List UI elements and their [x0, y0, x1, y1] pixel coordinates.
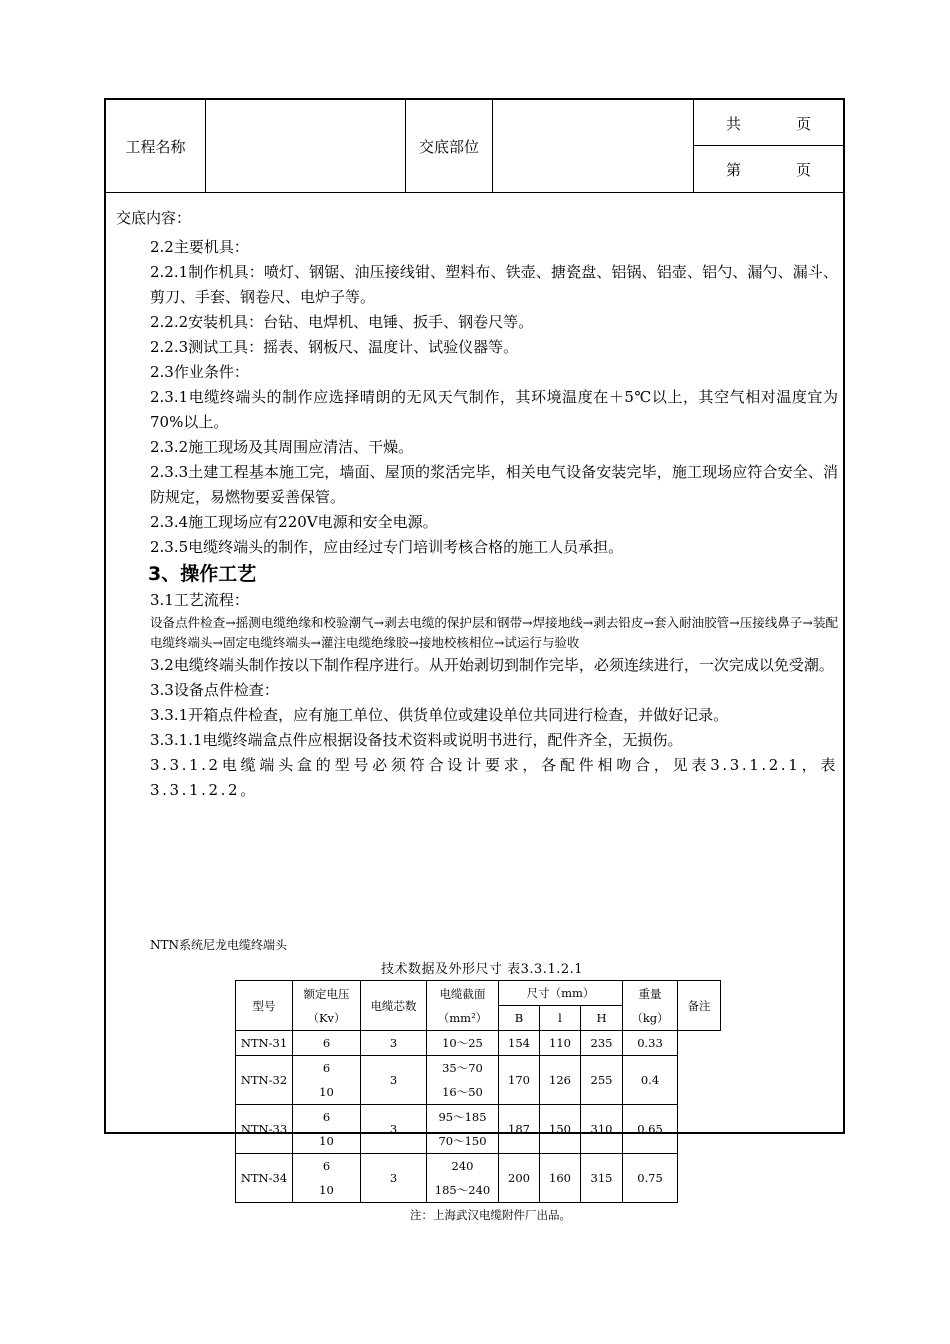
paragraph: 2.2.3测试工具：摇表、钢板尺、温度计、试验仪器等。 [150, 338, 519, 356]
project-name-value[interactable] [206, 100, 405, 192]
paragraph: 3.3设备点件检查： [150, 681, 279, 699]
total-pages-cell [694, 100, 843, 146]
paragraph: 3.3.1.1电缆终端盒点件应根据设备技术资料或说明书进行，配件齐全，无损伤。 [150, 731, 683, 749]
table-header-row [236, 981, 721, 1006]
paragraph: 3.1工艺流程： [150, 591, 249, 609]
page-number-prefix: 第 [725, 160, 741, 179]
table-caption-left: NTN系统尼龙电缆终端头 [150, 938, 288, 952]
header-remark: 备注 [678, 981, 721, 1031]
paragraph: 2.3.3土建工程基本施工完，墙面、屋顶的浆活完毕，相关电气设备安装完毕，施工现场应符合安全、消防规定，易燃物要妥善保管。 [150, 463, 838, 506]
header-model: 型号 [236, 981, 293, 1031]
paragraph: 2.3.5电缆终端头的制作，应由经过专门培训考核合格的施工人员承担。 [150, 538, 624, 556]
page-number-suffix: 页 [795, 160, 811, 179]
paragraph: 2.3.1电缆终端头的制作应选择晴朗的无风天气制作，其环境温度在＋5℃以上，其空气相对温度宜为70%以上。 [150, 388, 838, 431]
header-dim-l: l [540, 1006, 581, 1031]
table-row: NTN-34 6 10 3 240 185～240 200 160 315 0.75 [236, 1154, 721, 1203]
disclosure-part-label: 交底部位 [418, 137, 479, 156]
paragraph: 2.3.4施工现场应有220V电源和安全电源。 [150, 513, 438, 531]
section-heading: 3、操作工艺 [148, 563, 257, 585]
paragraph: 2.3作业条件： [150, 363, 249, 381]
total-pages-prefix: 共 [725, 114, 741, 133]
paragraph: 2.2主要机具： [150, 238, 249, 256]
paragraph: 2.2.1制作机具：喷灯、钢锯、油压接线钳、塑料布、铁壶、搪瓷盘、铝锅、铝壶、铝勺、漏勺、漏斗、剪刀、手套、钢卷尺、电炉子等。 [150, 263, 838, 306]
paragraph: 3.3.1.2电缆端头盒的型号必须符合设计要求，各配件相吻合，见表3.3.1.2.1，表3.3.1.2.2。 [150, 756, 838, 799]
header-section: 电缆截面 （mm²） [427, 981, 499, 1031]
page-number-cell [694, 146, 843, 192]
content-label: 交底内容： [116, 209, 192, 227]
header-weight: 重量 （kg） [623, 981, 678, 1031]
disclosure-part-value[interactable] [493, 100, 693, 192]
paragraph: 3.3.1开箱点件检查，应有施工单位、供货单位或建设单位共同进行检查，并做好记录。 [150, 706, 729, 724]
table-row: NTN-32 6 10 3 35～70 16～50 170 126 255 0.4 [236, 1056, 721, 1105]
table-caption: 技术数据及外形尺寸 表3.3.1.2.1 [381, 962, 584, 977]
header-voltage: 额定电压 （Kv） [293, 981, 361, 1031]
content-body [150, 235, 838, 803]
project-name-label: 工程名称 [125, 137, 186, 156]
form-header [106, 100, 843, 193]
total-pages-suffix: 页 [795, 114, 811, 133]
spec-table [235, 980, 721, 1203]
disclosure-form [104, 98, 845, 1222]
table-row: NTN-31 6 3 10～25 154 110 235 0.33 [236, 1031, 721, 1056]
header-cores: 电缆芯数 [361, 981, 427, 1031]
table-row: NTN-33 6 10 3 95～185 70～150 187 150 310 0.65 [236, 1105, 721, 1154]
paragraph: 3.2电缆终端头制作按以下制作程序进行。从开始剥切到制作完毕，必须连续进行，一次完成以免受潮。 [150, 656, 834, 674]
header-dimensions: 尺寸（mm） [499, 981, 623, 1006]
table-note: 注：上海武汉电缆附件厂出品。 [410, 1208, 571, 1222]
paragraph: 2.2.2安装机具：台钻、电焊机、电锤、扳手、钢卷尺等。 [150, 313, 534, 331]
paragraph: 2.3.2施工现场及其周围应清洁、干燥。 [150, 438, 414, 456]
process-flow: 设备点件检查→摇测电缆绝缘和校验潮气→剥去电缆的保护层和钢带→焊接地线→剥去铅皮→套入耐油胶管→压接线鼻子→装配电缆终端头→固定电缆终端头→灌注电缆绝缘胶→接地校核相位→试运行与验收 [150, 615, 838, 650]
header-dim-h: H [581, 1006, 623, 1031]
header-dim-b: B [499, 1006, 540, 1031]
